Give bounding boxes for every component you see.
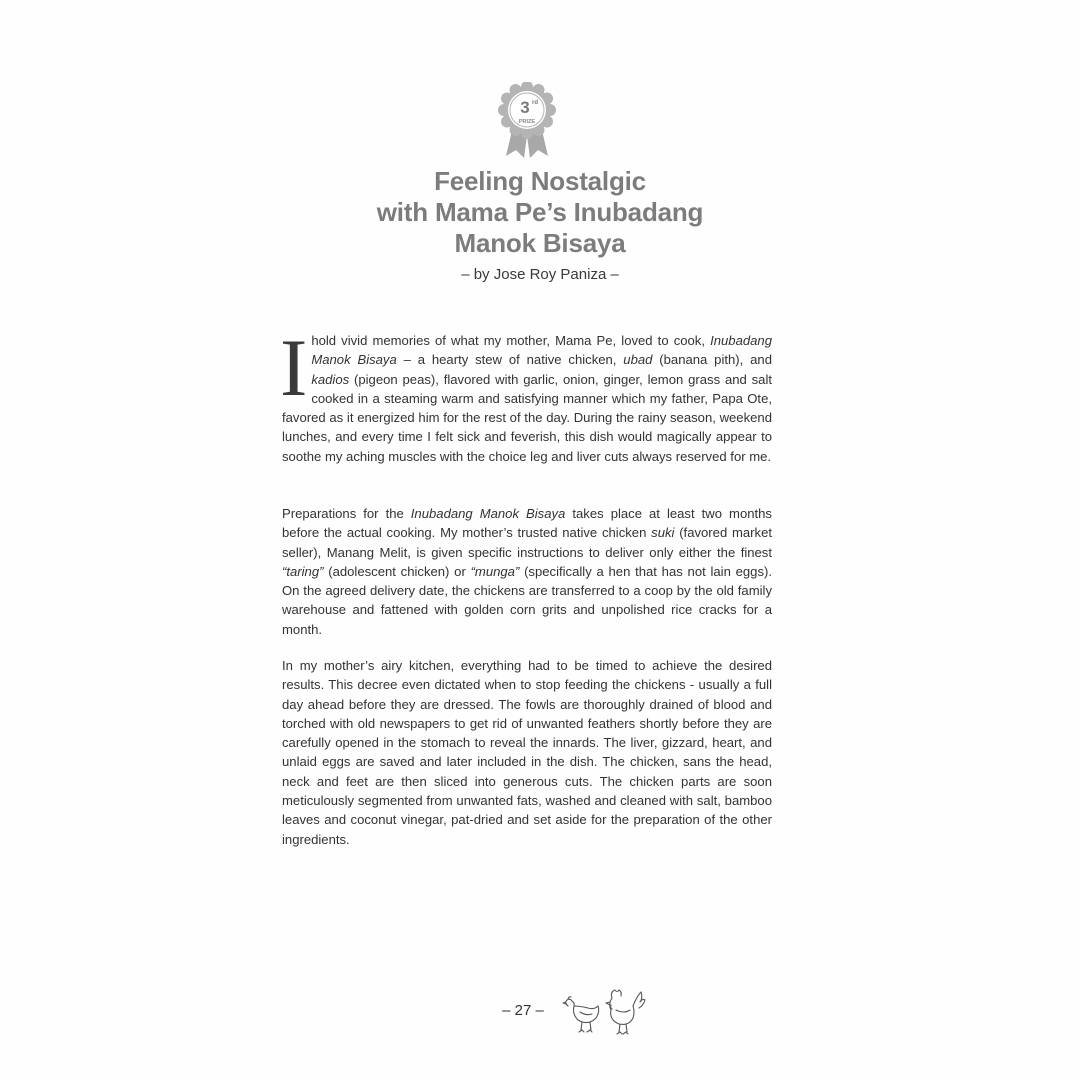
title-line-1: Feeling Nostalgic (434, 166, 646, 196)
dish-name: Inubadang Manok Bisaya (311, 333, 772, 368)
hen-and-rooster-icon (560, 988, 646, 1036)
prize-ribbon-badge (494, 82, 560, 160)
author-byline: – by Jose Roy Paniza – (461, 266, 619, 283)
paragraph-2 (282, 504, 772, 639)
dish-name: Inubadang Manok Bisaya (410, 506, 566, 521)
ribbon-rosette-icon (494, 82, 560, 160)
term-kadios: kadios (311, 371, 350, 387)
paragraph-3 (282, 656, 772, 849)
paragraph-1-text: – a hearty stew of native chicken, (396, 352, 624, 368)
paragraph-2-text: Preparations for the (282, 506, 411, 521)
term-suki: suki (651, 525, 675, 541)
paragraph-1-text: (pigeon peas), flavored with garlic, onion, ginger, lemon grass and salt cooked in a steaming warm and satisfying manner which my father, Papa Ote, favored as it energized him for the rest of the day. During the rainy season, weekend lunches, and every time I felt sick and feverish, this dish would magically appear to soothe my aching muscles with the choice leg and liver cuts always reserved for me. (282, 371, 772, 464)
paragraph-2-text: (favored market seller), Manang Melit, is given specific instructions to deliver only either the finest (282, 525, 773, 560)
footer-illustration (560, 988, 646, 1036)
term-munga: “munga” (470, 563, 520, 579)
paragraph-2-text: (specifically a hen that has not lain eggs). On the agreed delivery date, the chickens are transferred to a coop by the old family warehouse and fattened with golden corn grits and unpolished rice cracks for a month. (282, 563, 772, 637)
paragraph-2-text: (adolescent chicken) or (323, 563, 471, 579)
paragraph-1-text: hold vivid memories of what my mother, Mama Pe, loved to cook, (311, 333, 711, 348)
paragraph-1-text: (banana pith), and (652, 352, 772, 368)
drop-cap: I (280, 322, 308, 413)
page-number: – 27 – (502, 1002, 544, 1019)
title-line-3: Manok Bisaya (454, 228, 626, 258)
badge-ordinal: rd (532, 100, 538, 106)
term-taring: “taring” (282, 563, 324, 579)
paragraph-3-text: In my mother’s airy kitchen, everything had to be timed to achieve the desired results. This decree even dictated when to stop feeding the chickens - usually a full day ahead before they are dressed. The fowls are thoroughly drained of blood and torched with old newspapers to get rid of unwanted feathers shortly before they are carefully opened in the stomach to reveal the innards. The liver, gizzard, heart, and unlaid eggs are saved and later included in the dish. The chicken, sans the head, neck and feet are then sliced into generous cuts. The chicken parts are soon meticulously segmented from unwanted fats, washed and cleaned with salt, bamboo leaves and coconut vinegar, pat-dried and set aside for the preparation of the other ingredients. (282, 658, 772, 847)
paragraph-2-text: takes place at least two months before the actual cooking. My mother’s trusted native chicken (282, 506, 772, 541)
paragraph-1 (280, 322, 772, 466)
title-line-2: with Mama Pe’s Inubadang (376, 197, 704, 227)
badge-label: PRIZE (518, 119, 536, 125)
article-title (300, 166, 780, 259)
badge-number: 3 (520, 98, 530, 117)
term-ubad: ubad (623, 352, 653, 368)
